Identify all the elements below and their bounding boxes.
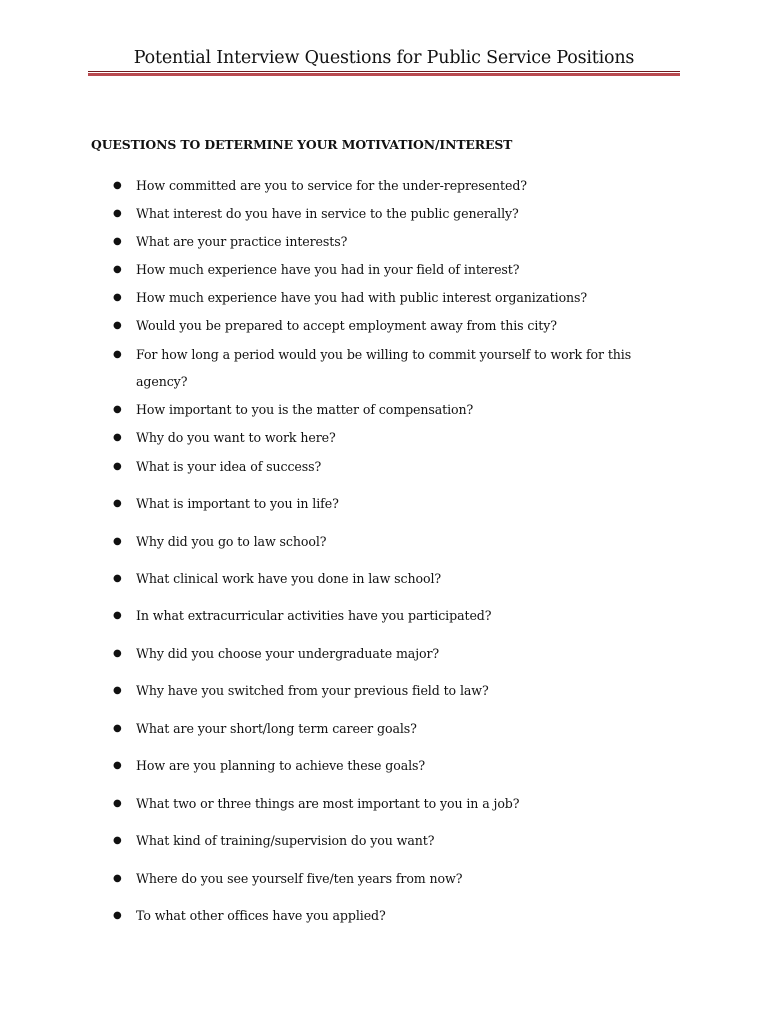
bullet-icon: ●	[113, 648, 122, 659]
bullet-icon: ●	[113, 180, 122, 191]
document-title: Potential Interview Questions for Public Service Positions	[133, 48, 635, 68]
question-text: In what extracurricular activities have you participated?	[136, 608, 492, 623]
bullet-icon: ●	[113, 404, 122, 415]
bullet-icon: ●	[113, 573, 122, 584]
question-text: Why did you go to law school?	[136, 534, 327, 549]
question-text: To what other offices have you applied?	[136, 908, 386, 923]
question-text: What clinical work have you done in law school?	[136, 571, 442, 586]
question-text: Where do you see yourself five/ten years from now?	[136, 871, 463, 886]
bullet-icon: ●	[113, 685, 122, 696]
title-rule-thick	[88, 73, 680, 76]
bullet-icon: ●	[113, 208, 122, 219]
question-text: What are your short/long term career goals?	[136, 721, 417, 736]
bullet-icon: ●	[113, 498, 122, 509]
bullet-icon: ●	[113, 349, 122, 360]
question-text: How much experience have you had with public interest organizations?	[136, 290, 588, 305]
question-text: Why do you want to work here?	[136, 430, 336, 445]
question-text: What is your idea of success?	[136, 459, 322, 474]
bullet-icon: ●	[113, 432, 122, 443]
bullet-icon: ●	[113, 461, 122, 472]
title-rule-thin	[88, 71, 680, 72]
question-text: Would you be prepared to accept employment away from this city?	[136, 318, 557, 333]
bullet-icon: ●	[113, 536, 122, 547]
bullet-icon: ●	[113, 610, 122, 621]
question-text: What interest do you have in service to the public generally?	[136, 206, 519, 221]
question-text: How important to you is the matter of compensation?	[136, 402, 474, 417]
bullet-icon: ●	[113, 292, 122, 303]
question-text: What are your practice interests?	[136, 234, 348, 249]
bullet-icon: ●	[113, 798, 122, 809]
bullet-icon: ●	[113, 873, 122, 884]
question-text: What kind of training/supervision do you want?	[136, 833, 435, 848]
bullet-icon: ●	[113, 760, 122, 771]
bullet-icon: ●	[113, 723, 122, 734]
question-text: How committed are you to service for the under-represented?	[136, 178, 527, 193]
bullet-icon: ●	[113, 910, 122, 921]
section-heading: QUESTIONS TO DETERMINE YOUR MOTIVATION/INTEREST	[91, 137, 513, 152]
question-text: Why have you switched from your previous field to law?	[136, 683, 489, 698]
bullet-icon: ●	[113, 320, 122, 331]
bullet-icon: ●	[113, 835, 122, 846]
question-text: How much experience have you had in your field of interest?	[136, 262, 520, 277]
bullet-icon: ●	[113, 264, 122, 275]
question-text: What is important to you in life?	[136, 496, 339, 511]
bullet-icon: ●	[113, 236, 122, 247]
question-text: What two or three things are most important to you in a job?	[136, 796, 520, 811]
question-text: How are you planning to achieve these goals?	[136, 758, 426, 773]
question-text: For how long a period would you be willing to commit yourself to work for this agency?	[136, 347, 632, 389]
question-text: Why did you choose your undergraduate major?	[136, 646, 440, 661]
